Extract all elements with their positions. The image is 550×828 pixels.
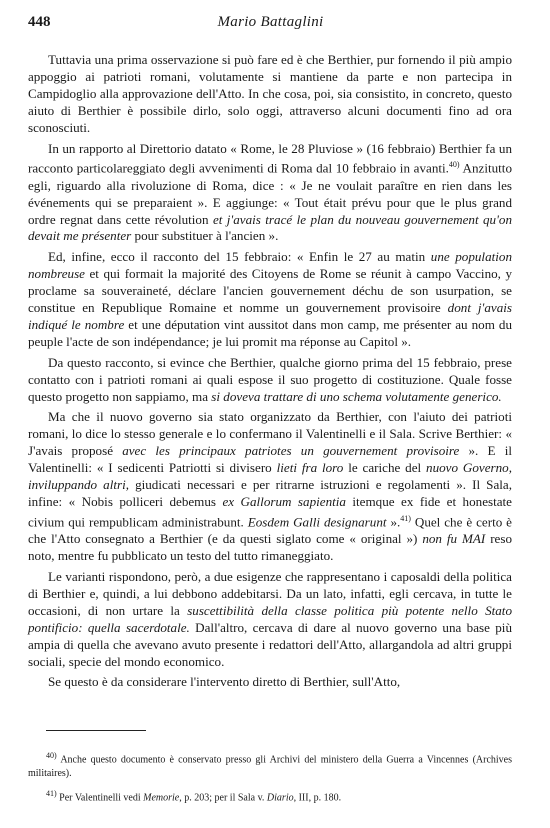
footnote (28, 787, 512, 805)
italic-text: et j'avais tracé le plan du nouveau gouvernement qu'on devait me présenter (28, 211, 512, 244)
text-run: reso noto, mentre fu pubblicato un testo del tutto rimaneggiato. (28, 531, 513, 564)
text-run: Anche questo documento è conservato presso gli Archivi del ministero della Guerra a Vincennes (Archives militaires). (28, 754, 512, 780)
paragraph (28, 249, 512, 350)
italic-text: avec les principaux patriotes un gouvernement provisoire (122, 443, 460, 459)
text-run: Dall'altro, cercava di dare al nuovo governo una base più ampia di quella che avevano avuto presente i redattori dell'Atto, allargandola ad altri gruppi sociali, specie del mondo economico. (28, 619, 512, 669)
text-run: ». E il Valentinelli: « I sedicenti Patriotti si divisero (28, 443, 512, 476)
paragraph (28, 141, 512, 246)
italic-text: nuovo Governo, inviluppando altri, (28, 460, 512, 493)
text-run: Anzitutto egli, riguardo alla rivoluzione di Roma, dice : « Je ne voulait paraître en rien dans les événements qui se preparaient ». E aggiunge: « Tout était prévu pour que le plus grand ordre regnat dans cette révolution (28, 160, 512, 227)
italic-text: ex Gallorum sapientia (222, 494, 346, 510)
italic-text: suscettibilità della classe politica più potente nello Stato pontificio: quella sacerdotale. (28, 602, 512, 635)
text-run: giudicati necessari e per ritrarne istruzioni e regolamenti ». Il Sala, infine: « Nobis polliceri debemus (28, 477, 512, 510)
paragraph (28, 355, 512, 406)
italic-text: si doveva trattare di uno schema volutamente generico. (211, 388, 502, 404)
text-run: Da questo racconto, si evince che Berthier, qualche giorno prima del 15 febbraio, prese contatto con i patrioti romani ai quali espose il suo progetto di costituzione. Quale fosse questo progetto non sappiamo, ma (28, 354, 512, 404)
italic-text: Memorie (143, 792, 180, 804)
text-run: ». (386, 514, 401, 530)
text-run: Per Valentinelli vedi (56, 792, 144, 804)
footnote (28, 749, 512, 781)
text-run: Se questo è da considerare l'intervento diretto di Berthier, sull'Atto, (48, 674, 401, 690)
paragraph (28, 569, 512, 670)
text-run: Tuttavia una prima osservazione si può fare ed è che Berthier, pur fornendo il più ampio appoggio ai patrioti romani, volutamente si mantiene da parte e non partecipa in Campidoglio alla approvazione dell'Atto. In che cosa, poi, sia consistito, in concreto, questo aiuto di Berthier è possibile dirlo, solo oggi, attraverso alcuni documenti fino ad ora sconosciuti. (28, 52, 512, 135)
paragraph (28, 674, 512, 691)
paragraph (28, 52, 512, 137)
text-run: et qui formait la majorité des Citoyens de Rome se réunit à campo Vaccino, y proclame sa souveraineté, déclare l'ancien gouvernement déchu de son usurpation, se constitue en Republique Romaine et nomme un gouvernement provisoire (28, 266, 512, 316)
footnotes (28, 749, 512, 806)
italic-text: Diario (266, 792, 294, 804)
text-run: itemque ex fide et honestate civium qui rempublicam administrabunt. (28, 494, 512, 530)
page-header (28, 14, 513, 34)
italic-text: dont j'avais indiqué le nombre (28, 300, 512, 332)
footnote-ref: 40) (46, 751, 57, 760)
body-text (28, 52, 512, 691)
text-run: Ma che il nuovo governo sia stato organizzato da Berthier, con l'aiuto dei patrioti romani, lo dice lo stesso generale e lo confermano il Valentinelli e il Sala. Scrive Berthier: « J'avais proposé (28, 409, 512, 459)
footnote-rule (46, 730, 146, 731)
text-run: , III, p. 180. (293, 792, 342, 804)
text-run: pour substituer à l'ancien ». (131, 228, 279, 244)
text-run: Le varianti rispondono, però, a due esigenze che rappresentano i caposaldi della politica di Berthier e, quindi, a lui debbono addebitarsi. Da un lato, infatti, egli cercava, in tutte le occasioni, di non urtare la (28, 569, 512, 618)
italic-text: lieti fra loro (276, 460, 344, 476)
paragraph (28, 409, 512, 565)
italic-text: Eosdem Galli designarunt (247, 514, 387, 530)
text-run: Quel che è certo è che l'Atto consegnato a Berthier (e da questi siglato come « original ») (28, 514, 512, 547)
text-run: In un rapporto al Direttorio datato « Rome, le 28 Pluviose » (16 febbraio) Berthier fa un racconto particolareggiato degli avvenimenti di Roma dal 10 febbraio in avanti. (28, 140, 512, 176)
text-run: Ed, infine, ecco il racconto del 15 febbraio: « Enfin le 27 au matin (48, 249, 431, 265)
footnote-ref: 40) (448, 160, 460, 170)
italic-text: une population nombreuse (28, 249, 512, 282)
running-head: Mario Battaglini (217, 14, 324, 30)
italic-text: non fu MAI (422, 531, 486, 547)
footnote-ref: 41) (46, 789, 57, 799)
text-run: le cariche del (343, 460, 427, 476)
page-number: 448 (28, 14, 51, 30)
text-run: et une députation vint aussitot dans mon camp, me présenter au nom du peuple l'acte de son indépendance; je lui promit ma réponse au Capitol ». (28, 316, 512, 349)
footnote-ref: 41) (400, 513, 411, 523)
text-run: , p. 203; per il Sala v. (179, 792, 267, 804)
